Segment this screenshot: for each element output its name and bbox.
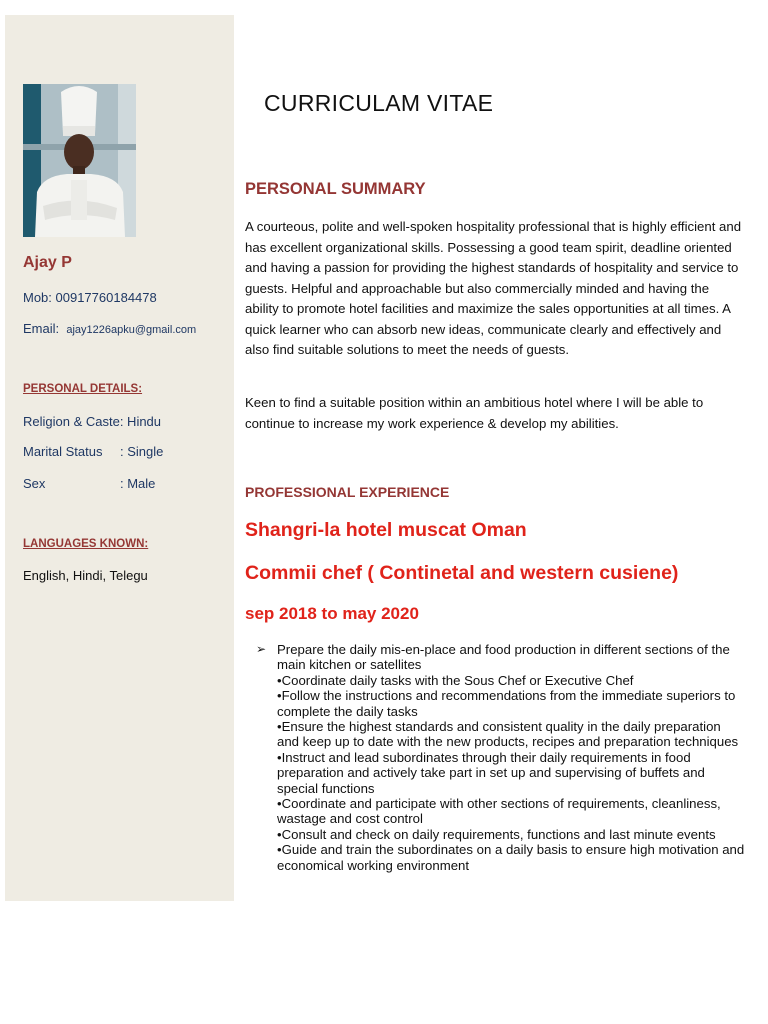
email-link[interactable]: ajay1226apku@gmail.com: [66, 324, 197, 336]
employment-dates: sep 2018 to may 2020: [245, 604, 419, 623]
sex: [23, 476, 155, 491]
marital-value: : Single: [120, 444, 164, 459]
religion-caste: Religion & Caste: Hindu: [23, 414, 162, 429]
mobile-number: Mob: 00917760184478: [23, 290, 157, 305]
summary-paragraph-2: Keen to find a suitable position within an ambitious hotel where I will be able to continue to increase my work experience & develop my abilities.: [245, 395, 704, 431]
chef-photo-icon: [23, 84, 136, 237]
duty-item: Prepare the daily mis-en-place and food production in different sections of the main kitchen or satellites: [277, 642, 730, 673]
duty-item: •Ensure the highest standards and consistent quality in the daily preparation and keep up to date with the new products, recipes and preparation techniques: [277, 719, 739, 750]
duty-item: •Coordinate daily tasks with the Sous Chef or Executive Chef: [277, 672, 634, 688]
languages-list: English, Hindi, Telegu: [23, 568, 148, 583]
duty-item: •Follow the instructions and recommendations from the immediate superiors to complete the daily tasks: [277, 688, 736, 719]
sex-label: Sex: [23, 476, 46, 491]
duty-item: •Guide and train the subordinates on a daily basis to ensure high motivation and economical working environment: [277, 842, 745, 873]
experience-heading: PROFESSIONAL EXPERIENCE: [245, 484, 450, 500]
hotel-name: Shangri-la hotel muscat Oman: [245, 519, 527, 541]
languages-heading: LANGUAGES KNOWN:: [23, 538, 149, 550]
email-label: Email:: [23, 321, 60, 336]
duty-item: •Coordinate and participate with other sections of requirements, cleanliness, wastage and cost control: [277, 796, 721, 827]
personal-details-heading: PERSONAL DETAILS:: [23, 383, 143, 395]
marital-label: Marital Status: [23, 444, 103, 459]
job-role: Commii chef ( Continetal and western cusiene): [245, 562, 679, 584]
sex-value: : Male: [120, 476, 156, 491]
summary-heading: PERSONAL SUMMARY: [245, 180, 426, 198]
page-title: CURRICULAM VITAE: [264, 90, 494, 116]
marital-status: [23, 444, 163, 459]
candidate-name: Ajay P: [23, 254, 72, 271]
summary-paragraph-1: A courteous, polite and well-spoken hospitality professional that is highly efficient and has excellent organizational skills. Possessing a good team spirit, deadline oriented and having a passion for providing the highest standards of hospitality and service to guests. Helpful and approachable but also commercially minded and having the ability to promote hotel facilities and maximize the sales opportunities at all times. A quick learner who can absorb new ideas, communicate clearly and effectively and also find suitable solutions to meet the needs of guests.: [245, 219, 742, 357]
duties-list: [256, 642, 746, 873]
profile-photo: [23, 84, 136, 237]
duty-item: •Instruct and lead subordinates through their daily requirements in food preparation and actively take part in set up and supervising of buffets and special functions: [277, 749, 705, 796]
duty-item: •Consult and check on daily requirements, functions and last minute events: [277, 826, 716, 842]
arrow-bullet-icon: ➢: [256, 642, 267, 656]
email-row: [23, 321, 196, 336]
